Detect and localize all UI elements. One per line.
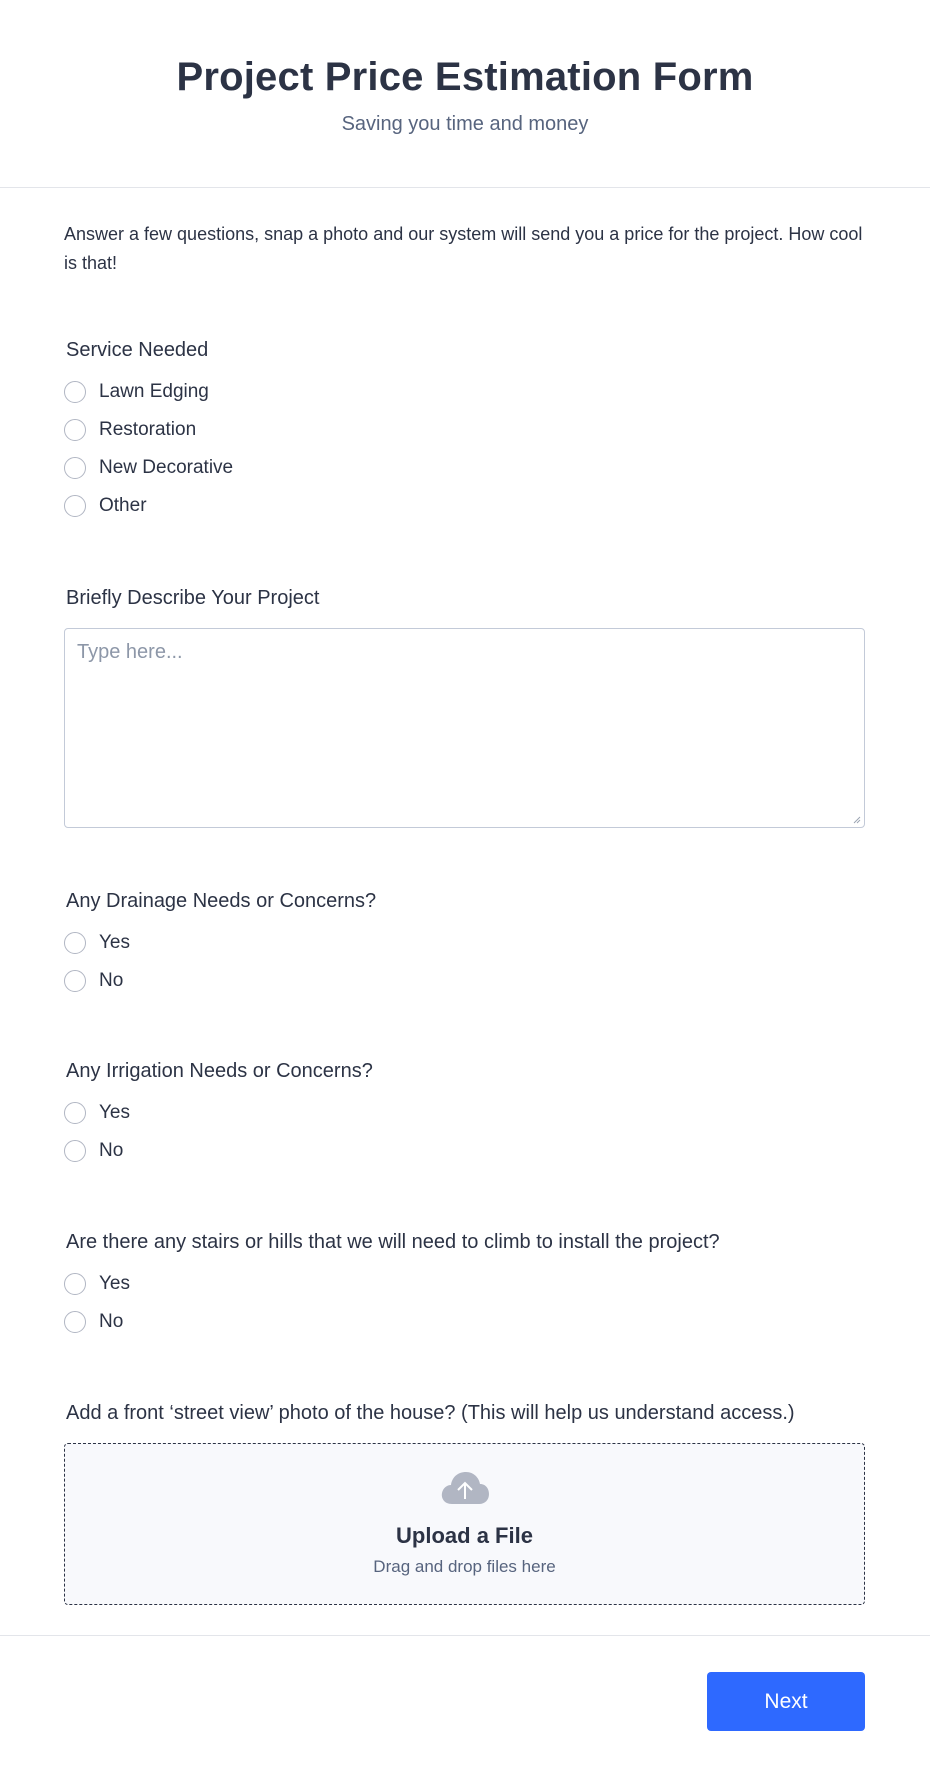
option-label: Yes	[99, 1102, 130, 1123]
cloud-upload-icon	[440, 1470, 490, 1506]
stairs-group	[66, 1229, 720, 1341]
option-label: Other	[99, 495, 147, 516]
stairs-label: Are there any stairs or hills that we will need to climb to install the project?	[66, 1231, 720, 1253]
page-subtitle: Saving you time and money	[341, 113, 589, 135]
irrigation-option-yes[interactable]	[66, 1094, 373, 1132]
service-needed-group	[66, 337, 233, 525]
stairs-option-yes[interactable]	[66, 1265, 720, 1303]
file-upload-dropzone[interactable]	[64, 1443, 865, 1605]
option-label: Restoration	[99, 419, 197, 440]
drainage-option-no[interactable]	[66, 962, 376, 1000]
form-header	[0, 0, 930, 188]
drainage-group	[66, 888, 376, 1000]
option-label: Yes	[99, 932, 130, 953]
service-option-other[interactable]	[66, 487, 233, 525]
textarea-placeholder: Type here...	[77, 641, 183, 663]
radio-button[interactable]	[64, 457, 86, 479]
service-option-restoration[interactable]	[66, 411, 233, 449]
radio-button[interactable]	[64, 932, 86, 954]
resize-handle-icon[interactable]	[853, 816, 861, 824]
service-option-new-decorative[interactable]	[66, 449, 233, 487]
upload-subtitle: Drag and drop files here	[373, 1557, 556, 1576]
option-label: Lawn Edging	[99, 381, 209, 402]
radio-button[interactable]	[64, 970, 86, 992]
radio-button[interactable]	[64, 1311, 86, 1333]
next-button[interactable]: Next	[707, 1672, 865, 1731]
radio-button[interactable]	[64, 1140, 86, 1162]
irrigation-option-no[interactable]	[66, 1132, 373, 1170]
form-footer	[0, 1635, 930, 1766]
option-label: Yes	[99, 1273, 130, 1294]
photo-group	[66, 1400, 795, 1426]
description-label: Briefly Describe Your Project	[66, 587, 320, 609]
option-label: No	[99, 1140, 124, 1161]
option-label: No	[99, 970, 124, 991]
photo-label: Add a front ‘street view’ photo of the house? (This will help us understand access.)	[66, 1402, 795, 1424]
irrigation-group	[66, 1058, 373, 1170]
radio-button[interactable]	[64, 1102, 86, 1124]
drainage-label: Any Drainage Needs or Concerns?	[66, 890, 377, 912]
service-needed-label: Service Needed	[66, 339, 209, 361]
option-label: No	[99, 1311, 124, 1332]
option-label: New Decorative	[99, 457, 234, 478]
description-group	[66, 585, 319, 611]
description-textarea[interactable]	[64, 628, 865, 828]
irrigation-label: Any Irrigation Needs or Concerns?	[66, 1060, 373, 1082]
drainage-option-yes[interactable]	[66, 924, 376, 962]
radio-button[interactable]	[64, 1273, 86, 1295]
radio-button[interactable]	[64, 381, 86, 403]
page-title: Project Price Estimation Form	[176, 55, 754, 99]
stairs-option-no[interactable]	[66, 1303, 720, 1341]
intro-text: Answer a few questions, snap a photo and our system will send you a price for the project. How cool is that!	[64, 224, 863, 273]
radio-button[interactable]	[64, 495, 86, 517]
upload-title: Upload a File	[396, 1523, 533, 1548]
service-option-lawn-edging[interactable]	[66, 373, 233, 411]
radio-button[interactable]	[64, 419, 86, 441]
